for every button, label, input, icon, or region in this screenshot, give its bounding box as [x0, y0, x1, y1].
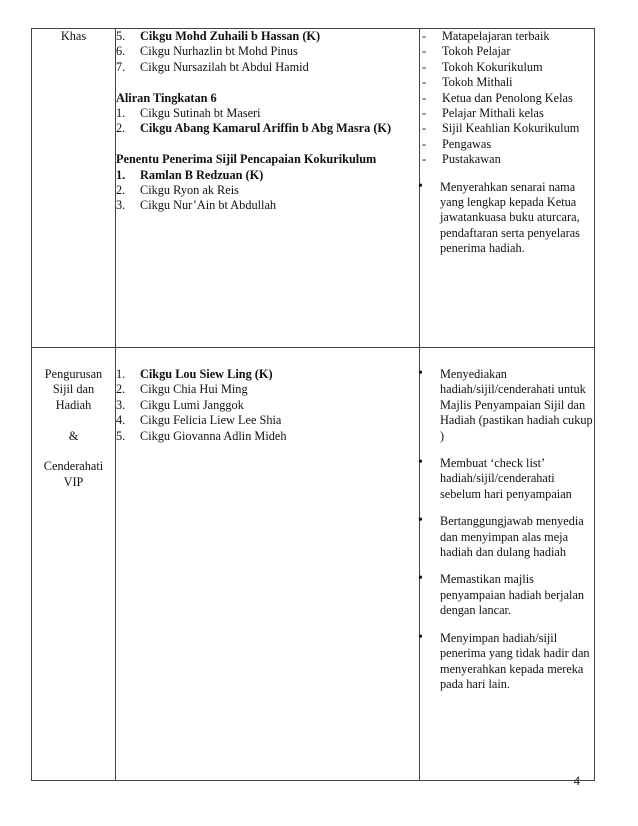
member-name: Cikgu Abang Kamarul Ariffin b Abg Masra (K) [140, 121, 392, 136]
unit-cell [32, 348, 116, 781]
list-item: - Sijil Keahlian Kokurikulum [422, 121, 580, 136]
table-row [32, 29, 595, 348]
award-category-list [420, 29, 594, 168]
duties-cell [420, 348, 595, 781]
unit-line: Cenderahati [43, 459, 104, 474]
member-item [116, 183, 419, 198]
member-number: 4. [116, 413, 126, 428]
member-number: 1. [116, 367, 126, 381]
member-item [116, 29, 419, 44]
member-list [116, 29, 419, 75]
members-cell [116, 348, 420, 781]
list-item: - Matapelajaran terbaik [422, 29, 550, 43]
member-number: 6. [116, 44, 126, 59]
list-item: - Pustakawan [422, 152, 501, 167]
member-item [116, 367, 419, 382]
duty-list [420, 367, 594, 692]
duty-item: • Menyediakan hadiah/sijil/cenderahati untuk Majlis Penyampaian Sijil dan Hadiah (pastikan hadiah cukup ) [418, 366, 593, 443]
duties-cell [420, 29, 595, 348]
page-number: 4 [573, 774, 580, 788]
member-number: 7. [116, 59, 126, 74]
member-item [116, 106, 419, 121]
member-name: Ramlan B Redzuan (K) [140, 167, 264, 182]
member-number: 1. [116, 167, 126, 182]
member-name: Cikgu Felicia Liew Lee Shia [140, 413, 282, 428]
duty-item: • Bertanggungjawab menyedia dan menyimpan alas meja hadiah dan dulang hadiah [418, 513, 584, 560]
member-item [116, 44, 419, 59]
member-name: Cikgu Sutinah bt Maseri [140, 106, 261, 121]
duty-item: • Membuat ‘check list’ hadiah/sijil/cenderahati sebelum hari penyampaian [418, 455, 572, 501]
member-item [116, 121, 419, 136]
member-name: Cikgu Ryon ak Reis [140, 183, 239, 198]
list-item: - Tokoh Mithali [422, 75, 513, 90]
list-item: - Pengawas [422, 136, 492, 151]
member-number: 5. [116, 29, 126, 43]
member-number: 3. [116, 397, 126, 412]
member-name: Cikgu Nurhazlin bt Mohd Pinus [140, 44, 298, 59]
member-name: Cikgu Nur’Ain bt Abdullah [140, 198, 277, 213]
bullet-icon: • [418, 571, 423, 587]
duty-item: • Memastikan majlis penyampaian hadiah berjalan dengan lancar. [418, 571, 585, 618]
member-item [116, 60, 419, 75]
bullet-icon: • [418, 513, 423, 529]
member-name: Cikgu Giovanna Adlin Mideh [140, 428, 287, 443]
group-heading: Penentu Penerima Sijil Pencapaian Kokurikulum [116, 152, 377, 167]
member-name: Cikgu Lumi Janggok [140, 397, 244, 412]
member-number: 2. [116, 183, 126, 198]
member-name: Cikgu Nursazilah bt Abdul Hamid [140, 59, 309, 74]
group-heading: Aliran Tingkatan 6 [116, 90, 217, 105]
duty-item: • Menyerahkan senarai nama yang lengkap kepada Ketua jawatankuasa buku aturcara, pendaftaran serta penyelaras penerima hadiah. [418, 178, 580, 256]
member-item [116, 398, 419, 413]
list-item: - Pelajar Mithali kelas [422, 106, 544, 121]
member-list [116, 168, 419, 214]
unit-line: Khas [60, 29, 87, 43]
member-number: 2. [116, 121, 126, 136]
list-item: - Ketua dan Penolong Kelas [422, 90, 573, 105]
duty-item: • Menyimpan hadiah/sijil penerima yang tidak hadir dan menyerahkan kepada mereka pada hari lain. [418, 629, 590, 691]
list-item: - Tokoh Kokurikulum [422, 59, 543, 74]
member-item [116, 168, 419, 183]
unit-line: Pengurusan [44, 367, 103, 381]
member-number: 1. [116, 106, 126, 121]
member-item [116, 413, 419, 428]
member-name: Cikgu Lou Siew Ling (K) [140, 367, 273, 381]
bullet-icon: • [418, 629, 423, 645]
unit-line: Sijil dan [52, 382, 95, 397]
member-name: Cikgu Chia Hui Ming [140, 382, 248, 397]
bullet-icon: • [418, 366, 423, 381]
member-number: 5. [116, 428, 126, 443]
member-name: Cikgu Mohd Zuhaili b Hassan (K) [140, 29, 321, 43]
unit-line: & [68, 428, 79, 443]
unit-line: VIP [63, 474, 84, 489]
member-item [116, 429, 419, 444]
member-list [116, 367, 419, 444]
committee-table [31, 28, 595, 781]
duty-list [420, 180, 594, 257]
member-list [116, 106, 419, 137]
unit-line: Hadiah [55, 397, 92, 412]
member-number: 2. [116, 382, 126, 397]
member-item [116, 198, 419, 213]
members-cell [116, 29, 420, 348]
member-number: 3. [116, 198, 126, 213]
bullet-icon: • [418, 178, 423, 194]
unit-cell [32, 29, 116, 348]
list-item: - Tokoh Pelajar [422, 44, 511, 59]
bullet-icon: • [418, 455, 423, 471]
table-row [32, 348, 595, 781]
member-item [116, 382, 419, 397]
